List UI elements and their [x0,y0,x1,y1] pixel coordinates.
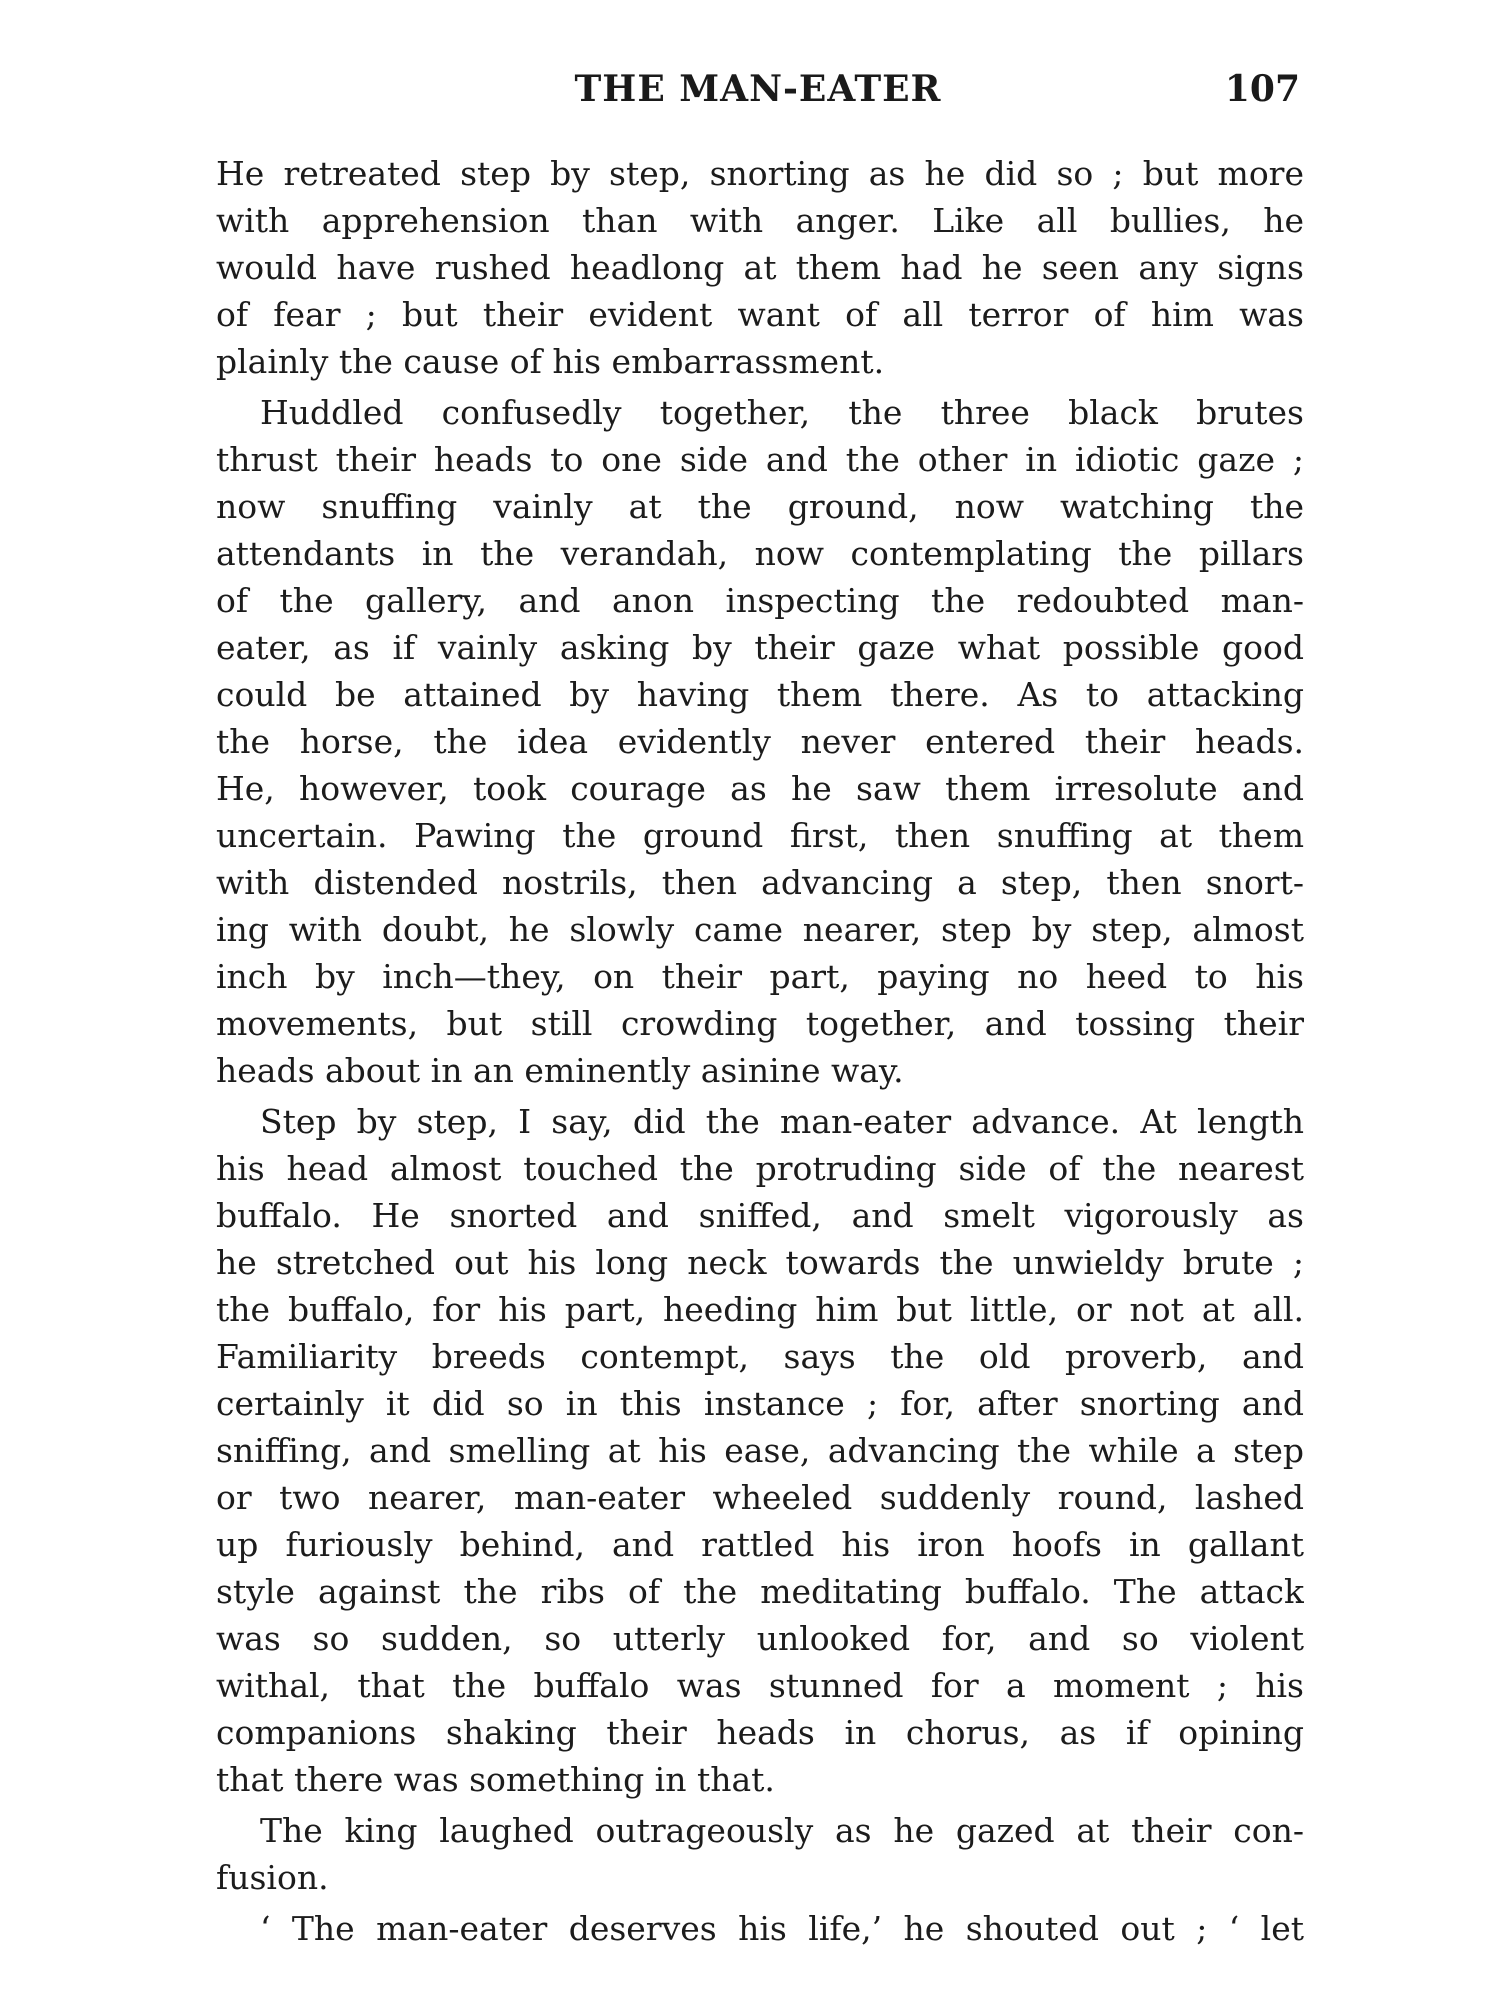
text-line: sniffing, and smelling at his ease, advancing the while a step [216,1431,1304,1470]
text-line: that there was something in that. [216,1760,775,1799]
text-line: or two nearer, man-eater wheeled suddenly round, lashed [216,1478,1304,1517]
text-line: fusion. [216,1858,329,1897]
text-line: plainly the cause of his embarrassment. [216,342,885,381]
text-line: The king laughed outrageously as he gazed at their con- [260,1811,1304,1850]
text-line: the horse, the idea evidently never entered their heads. [216,722,1304,761]
text-line: Step by step, I say, did the man-eater advance. At length [260,1102,1304,1141]
text-line: Familiarity breeds contempt, says the old proverb, and [216,1337,1304,1376]
text-line: eater, as if vainly asking by their gaze what possible good [216,628,1304,667]
paragraph-4 [216,1807,1304,1901]
text-line: movements, but still crowding together, and tossing their [216,1004,1304,1043]
text-line: companions shaking their heads in chorus, as if opining [216,1713,1304,1752]
paragraph-3 [216,1098,1304,1803]
text-line: Huddled confusedly together, the three black brutes [260,393,1304,432]
text-line: now snuffing vainly at the ground, now watching the [216,487,1304,526]
text-line: thrust their heads to one side and the other in idiotic gaze ; [216,440,1304,479]
text-line: the buffalo, for his part, heeding him but little, or not at all. [216,1290,1304,1329]
text-line: was so sudden, so utterly unlooked for, and so violent [216,1619,1304,1658]
text-line: inch by inch—they, on their part, paying no heed to his [216,957,1304,996]
text-line: buffalo. He snorted and sniffed, and smelt vigorously as [216,1196,1304,1235]
text-line: uncertain. Pawing the ground first, then snuffing at them [216,816,1304,855]
text-line: up furiously behind, and rattled his iron hoofs in gallant [216,1525,1304,1564]
text-line: of fear ; but their evident want of all terror of him was [216,295,1304,334]
body-text [216,150,1304,1952]
text-line: of the gallery, and anon inspecting the redoubted man- [216,581,1304,620]
text-line: ‘ The man-eater deserves his life,’ he shouted out ; ‘ let [260,1909,1304,1948]
paragraph-2 [216,389,1304,1094]
text-line: with apprehension than with anger. Like all bullies, he [216,201,1304,240]
text-line: withal, that the buffalo was stunned for a moment ; his [216,1666,1304,1705]
paragraph-1 [216,150,1304,385]
text-line: could be attained by having them there. As to attacking [216,675,1304,714]
running-head [216,68,1300,118]
text-line: with distended nostrils, then advancing a step, then snort- [216,863,1304,902]
text-line: would have rushed headlong at them had he seen any signs [216,248,1304,287]
paragraph-5 [216,1905,1304,1952]
text-line: certainly it did so in this instance ; for, after snorting and [216,1384,1304,1423]
text-line: style against the ribs of the meditating buffalo. The attack [216,1572,1304,1611]
text-line: heads about in an eminently asinine way. [216,1051,904,1090]
text-line: He retreated step by step, snorting as he did so ; but more [216,154,1304,193]
text-line: He, however, took courage as he saw them irresolute and [216,769,1304,808]
text-line: attendants in the verandah, now contemplating the pillars [216,534,1304,573]
text-line: ing with doubt, he slowly came nearer, step by step, almost [216,910,1304,949]
page-number: 107 [1224,68,1300,110]
text-line: he stretched out his long neck towards the unwieldy brute ; [216,1243,1304,1282]
text-line: his head almost touched the protruding side of the nearest [216,1149,1304,1188]
running-title: THE MAN-EATER [574,68,942,110]
